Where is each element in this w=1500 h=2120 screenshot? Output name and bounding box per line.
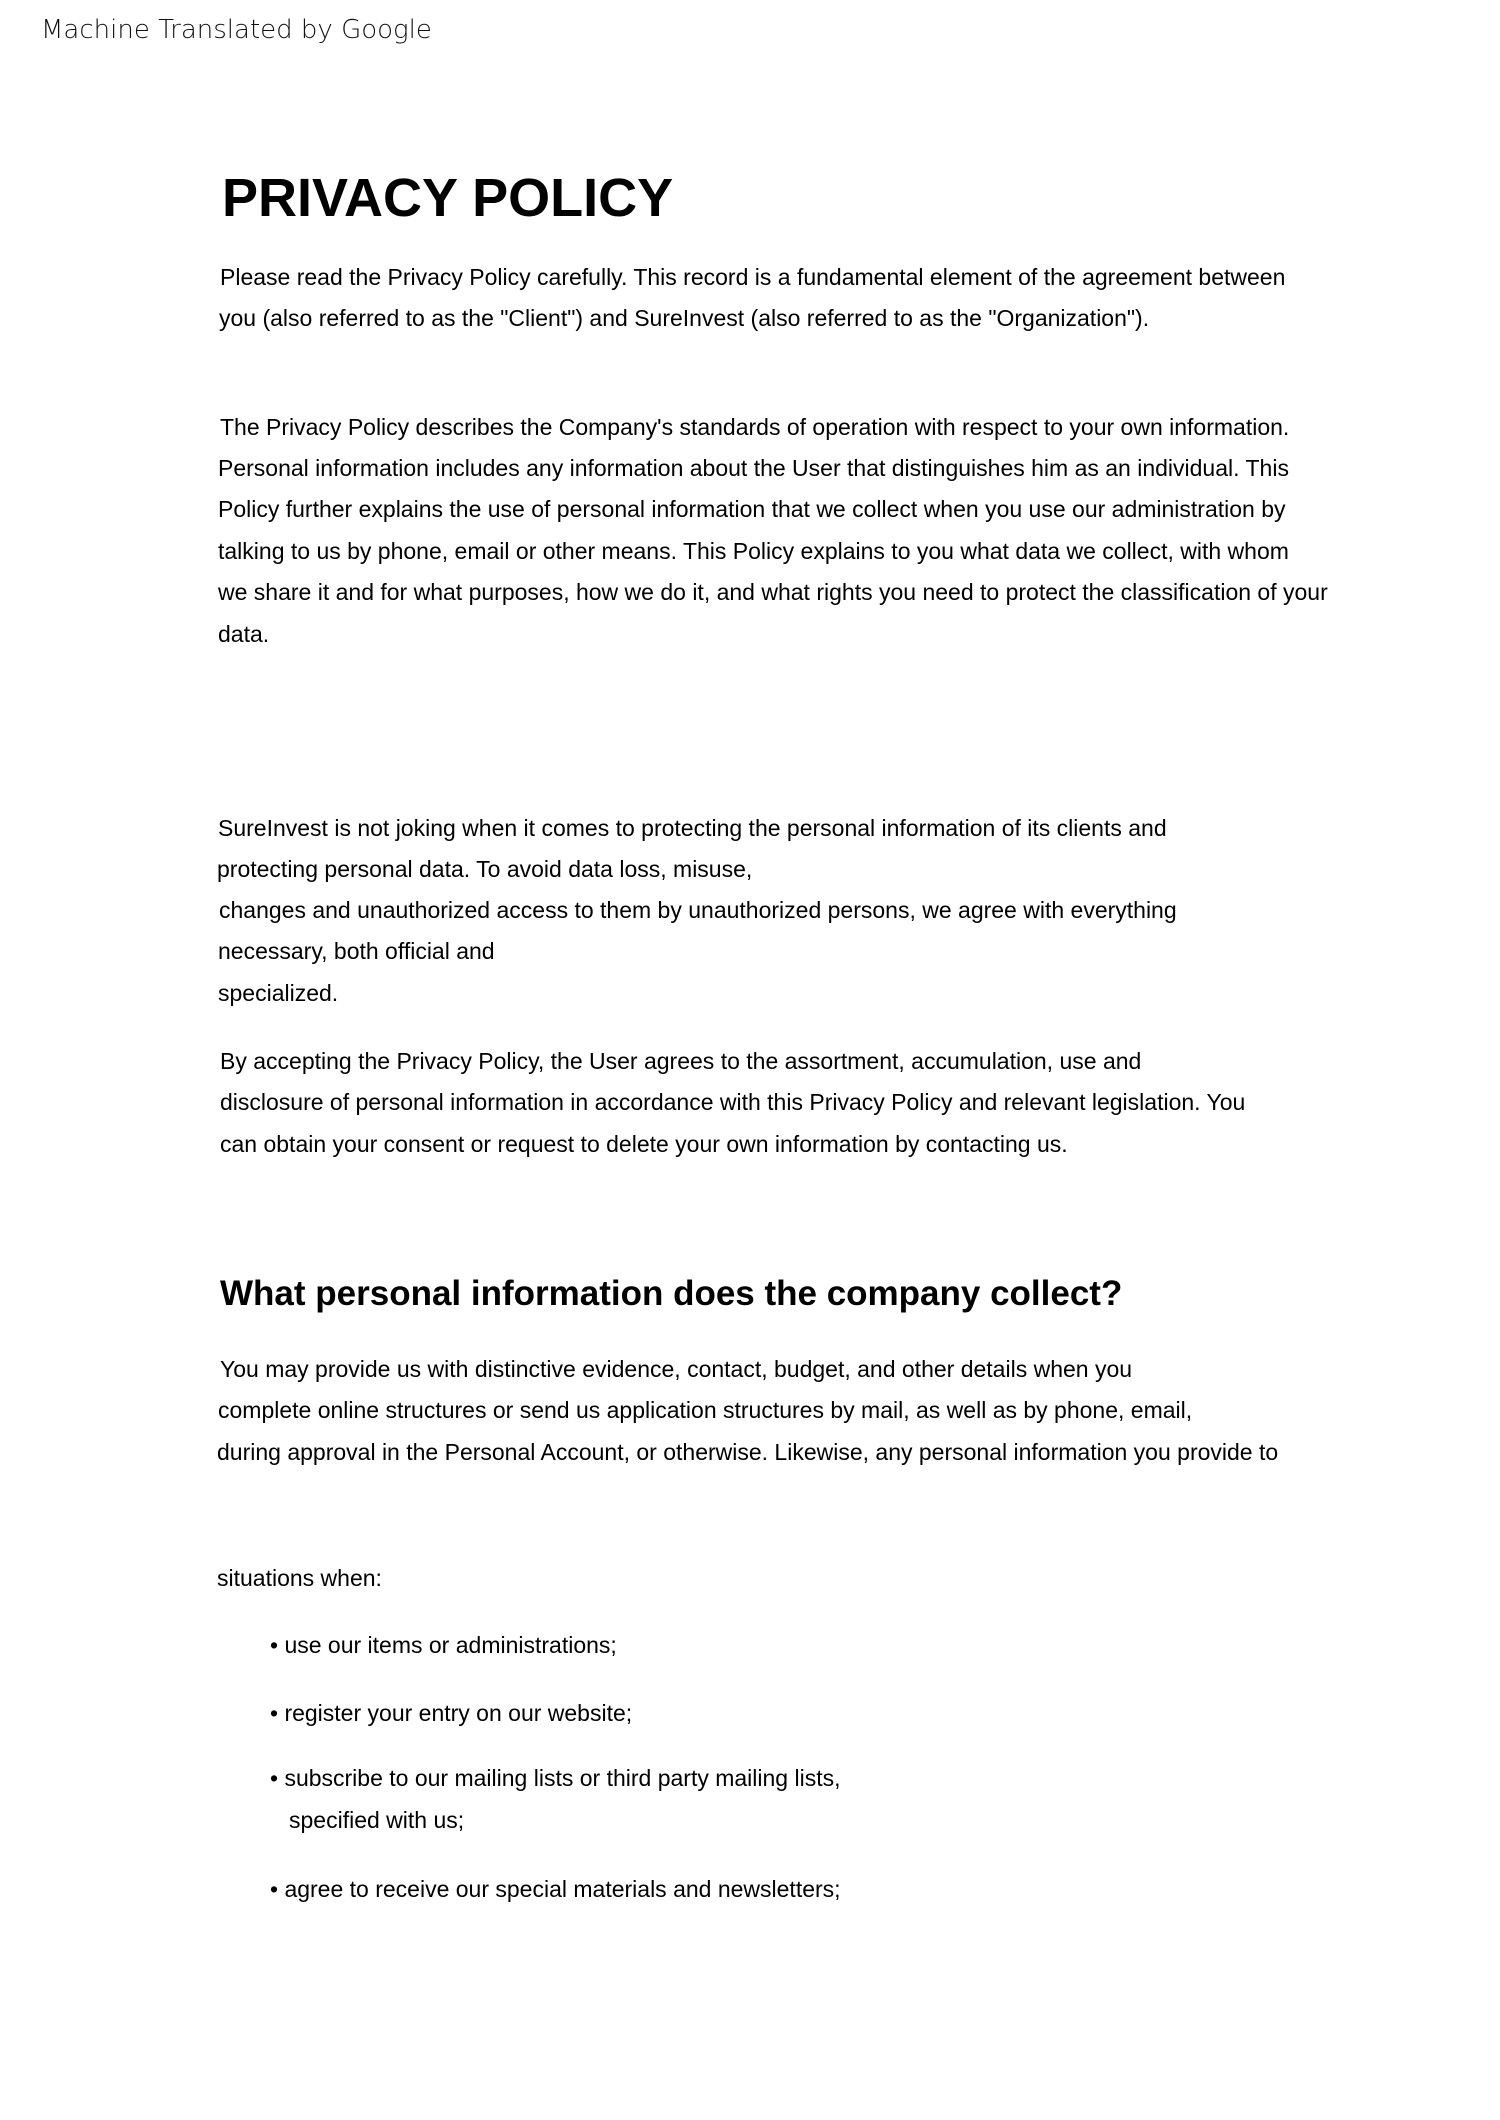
text-line: By accepting the Privacy Policy, the User agrees to the assortment, accumulation, use and [220, 1048, 1142, 1074]
list-item: • register your entry on our website; [270, 1700, 633, 1726]
text-line: we share it and for what purposes, how we do it, and what rights you need to protect the classification of your [218, 579, 1328, 605]
page-title: PRIVACY POLICY [222, 168, 674, 228]
text-line: specialized. [218, 980, 339, 1006]
list-item: • subscribe to our mailing lists or third party mailing lists, [270, 1765, 841, 1791]
text-line: The Privacy Policy describes the Company's standards of operation with respect to your own information. [220, 414, 1290, 440]
text-line: You may provide us with distinctive evidence, contact, budget, and other details when you [220, 1356, 1133, 1382]
text-line: Personal information includes any information about the User that distinguishes him as an individual. This [218, 455, 1289, 481]
text-line: complete online structures or send us application structures by mail, as well as by phone, email, [218, 1397, 1193, 1423]
text-line: changes and unauthorized access to them by unauthorized persons, we agree with everything [219, 897, 1177, 923]
list-item: • use our items or administrations; [270, 1632, 617, 1658]
text-line: can obtain your consent or request to delete your own information by contacting us. [220, 1131, 1068, 1157]
text-line: disclosure of personal information in accordance with this Privacy Policy and relevant legislation. You [220, 1089, 1246, 1115]
situations-label: situations when: [217, 1565, 382, 1591]
list-item: • agree to receive our special materials and newsletters; [270, 1876, 841, 1902]
text-line: during approval in the Personal Account, or otherwise. Likewise, any personal information you provide to [217, 1439, 1279, 1465]
list-item-continuation: specified with us; [289, 1807, 465, 1833]
text-line: SureInvest is not joking when it comes to protecting the personal information of its clients and [218, 815, 1167, 841]
text-line: protecting personal data. To avoid data loss, misuse, [217, 856, 753, 882]
text-line: necessary, both official and [218, 938, 495, 964]
text-line: Policy further explains the use of personal information that we collect when you use our administration by [218, 496, 1286, 522]
text-line: data. [218, 621, 270, 647]
section-heading: What personal information does the company collect? [220, 1274, 1123, 1313]
text-line: you (also referred to as the "Client") and SureInvest (also referred to as the "Organization"). [219, 305, 1150, 331]
text-line: Please read the Privacy Policy carefully. This record is a fundamental element of the agreement between [220, 264, 1286, 290]
text-line: talking to us by phone, email or other means. This Policy explains to you what data we collect, with whom [218, 538, 1289, 564]
machine-translation-banner: Machine Translated by Google [41, 15, 432, 45]
